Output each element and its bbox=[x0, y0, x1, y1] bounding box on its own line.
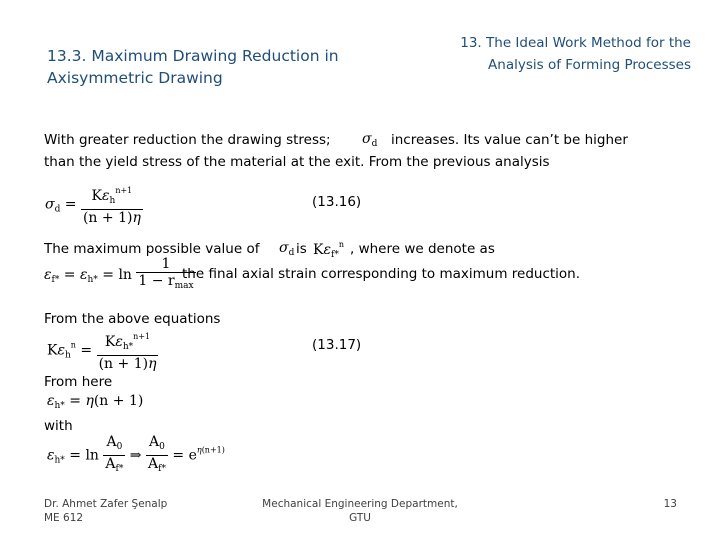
footer-author: Dr. Ahmet Zafer Şenalp bbox=[44, 498, 168, 510]
paragraph-1-end: increases. Its value can’t be higher bbox=[391, 132, 628, 148]
chapter-title: 13. The Ideal Work Method for the Analysis of Forming Processes bbox=[460, 35, 691, 73]
footer-department: Mechanical Engineering Department, bbox=[262, 498, 458, 510]
paragraph-2-middle: , where we denote as bbox=[350, 241, 495, 257]
footer-course: ME 612 bbox=[44, 512, 84, 524]
sigma-d-inline-symbol: $\sigma_d$ bbox=[362, 131, 378, 149]
footer-university: GTU bbox=[349, 512, 371, 524]
equation-13-17: $K\varepsilon_h^n$ = $\frac{K\varepsilon_{h*}^{n+1}}{(n + 1)\eta}$ bbox=[47, 332, 157, 372]
paragraph-1-start: With greater reduction the drawing stress; bbox=[44, 132, 331, 148]
paragraph-3: From the above equations bbox=[44, 311, 221, 327]
section-title: 13.3. Maximum Drawing Reduction in Axisymmetric Drawing bbox=[47, 47, 339, 87]
paragraph-2-line-2: the final axial strain corresponding to maximum reduction. bbox=[182, 266, 581, 282]
paragraph-2-is: is bbox=[296, 241, 307, 257]
equation-number-13-17: (13.17) bbox=[312, 337, 362, 353]
equation-final-axial-strain: $\varepsilon_{f*} = \varepsilon_{h*} = \ln$ $\frac{1}{1 - r_{max}}$ bbox=[44, 256, 196, 294]
equation-13-16: $\sigma_d$ = $\frac{K\varepsilon_h^{n+1}}{(n + 1)\eta}$ bbox=[45, 186, 141, 226]
paragraph-4: From here bbox=[44, 374, 113, 390]
equation-area-ratio: $\varepsilon_{h*} = \ln$ $\frac{A_0}{A_{f*}}$ ⇒ $\frac{A_0}{A_{f*}}$ = $e^{\eta(n+1)}$ bbox=[47, 434, 225, 477]
sigma-d-inline-symbol: $\sigma_d$ bbox=[279, 240, 295, 258]
paragraph-2-start: The maximum possible value of bbox=[44, 241, 260, 257]
equation-epsilon-h-star: $\varepsilon_{h*} = \eta(n + 1)$ bbox=[47, 393, 144, 411]
paragraph-5: with bbox=[44, 418, 73, 434]
page-number: 13 bbox=[663, 498, 677, 510]
paragraph-1-line-2: than the yield stress of the material at the exit. From the previous analysis bbox=[44, 154, 550, 170]
k-epsilon-f-star-inline: $K\varepsilon_{f*}^n$ bbox=[313, 240, 344, 260]
equation-number-13-16: (13.16) bbox=[312, 194, 362, 210]
